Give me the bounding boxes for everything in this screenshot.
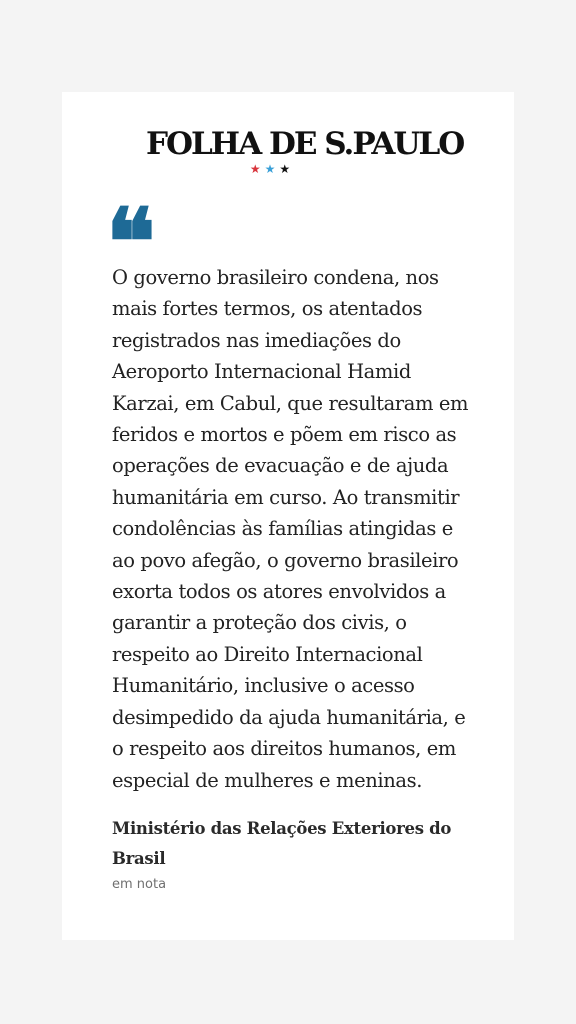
quote-line: operações de evacuação e de ajuda: [112, 454, 449, 478]
quote-line: especial de mulheres e meninas.: [112, 768, 423, 792]
quote-author: Ministério das Relações Exteriores do Brasil: [112, 819, 452, 868]
quote-line: Aeroporto Internacional Hamid: [112, 360, 411, 384]
quote-source-note: em nota: [112, 877, 167, 892]
quote-line: Humanitário, inclusive o acesso: [112, 674, 415, 698]
red-star-icon: ★: [249, 162, 265, 176]
quote-line: feridos e mortos e põem em risco as: [112, 423, 457, 447]
quote-line: registrados nas imediações do: [112, 328, 401, 352]
quote-body: [112, 262, 508, 796]
quote-line: ao povo afegão, o governo brasileiro: [112, 548, 459, 572]
quote-line: o respeito aos direitos humanos, em: [112, 737, 456, 761]
quote-line: Karzai, em Cabul, que resultaram em: [112, 391, 469, 415]
quote-line: exorta todos os atores envolvidos a: [112, 580, 446, 604]
quote-line: humanitária em curso. Ao transmitir: [112, 485, 460, 509]
quote-line: mais fortes termos, os atentados: [112, 297, 423, 321]
quote-line: respeito ao Direito Internacional: [112, 642, 423, 666]
logo-text: FOLHA DE S.PAULO: [146, 126, 464, 162]
folha-logo: [146, 126, 464, 176]
black-star-icon: ★: [279, 162, 295, 176]
quote-line: desimpedido da ajuda humanitária, e: [112, 705, 466, 729]
quote-mark-icon: ❝: [106, 188, 156, 296]
blue-star-icon: ★: [264, 162, 280, 176]
quote-line: O governo brasileiro condena, nos: [112, 266, 439, 289]
logo-stars: [146, 162, 398, 176]
quote-line: condolências às famílias atingidas e: [112, 517, 453, 541]
quote-line: garantir a proteção dos civis, o: [112, 611, 407, 635]
